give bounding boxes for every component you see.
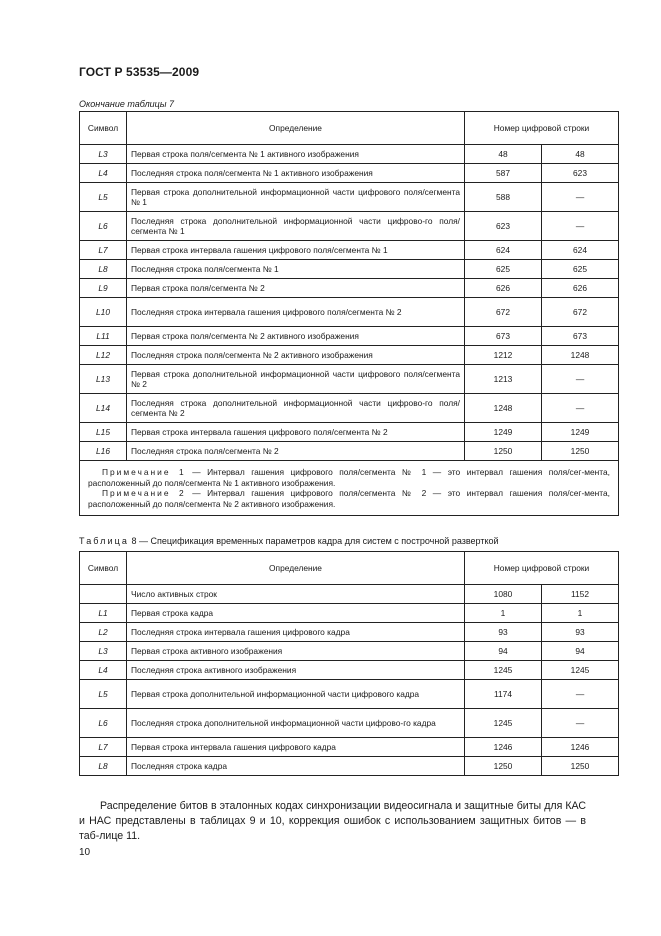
note-text: — Интервал гашения цифрового поля/сегмента № 1 — это интервал гашения поля/сег-мента, расположенный до поля/сегмента № 1 активного изображения.: [88, 467, 610, 488]
line-number-cell: 1: [542, 604, 619, 623]
column-header-definition: Определение: [127, 552, 465, 585]
table-row: [80, 623, 619, 642]
definition-cell: Первая строка интервала гашения цифрового кадра: [127, 738, 465, 757]
symbol-cell: L1: [80, 604, 127, 623]
line-number-cell: 1245: [465, 709, 542, 738]
symbol-cell: L5: [80, 183, 127, 212]
symbol-cell: L12: [80, 346, 127, 365]
symbol-cell: L4: [80, 661, 127, 680]
line-number-cell: 626: [465, 279, 542, 298]
symbol-cell: L10: [80, 298, 127, 327]
symbol-cell: L5: [80, 680, 127, 709]
symbol-cell: L9: [80, 279, 127, 298]
definition-cell: Первая строка поля/сегмента № 2 активного изображения: [127, 327, 465, 346]
table-row: [80, 183, 619, 212]
symbol-cell: L4: [80, 164, 127, 183]
definition-cell: Последняя строка кадра: [127, 757, 465, 776]
symbol-cell: L3: [80, 145, 127, 164]
line-number-cell: 1212: [465, 346, 542, 365]
table-header-row: [80, 552, 619, 585]
line-number-cell: —: [542, 183, 619, 212]
table-row: [80, 442, 619, 461]
table-row: [80, 585, 619, 604]
definition-cell: Последняя строка поля/сегмента № 1: [127, 260, 465, 279]
line-number-cell: 672: [542, 298, 619, 327]
line-number-cell: 1245: [465, 661, 542, 680]
symbol-cell: L8: [80, 260, 127, 279]
line-number-cell: 623: [542, 164, 619, 183]
line-number-cell: 587: [465, 164, 542, 183]
line-number-cell: 94: [465, 642, 542, 661]
line-number-cell: 1250: [542, 757, 619, 776]
line-number-cell: 624: [465, 241, 542, 260]
table-row: [80, 680, 619, 709]
symbol-cell: L13: [80, 365, 127, 394]
symbol-cell: L6: [80, 212, 127, 241]
line-number-cell: 94: [542, 642, 619, 661]
body-paragraph: Распределение битов в эталонных кодах синхронизации видеосигнала и защитные биты для КАС и НАС представлены в таблицах 9 и 10, коррекция ошибок с использованием защитных битов — в таб-лице 11.: [79, 800, 586, 842]
definition-cell: Первая строка интервала гашения цифрового поля/сегмента № 2: [127, 423, 465, 442]
line-number-cell: 48: [542, 145, 619, 164]
line-number-cell: 1213: [465, 365, 542, 394]
table-note: [88, 488, 610, 509]
definition-cell: Первая строка активного изображения: [127, 642, 465, 661]
line-number-cell: —: [542, 680, 619, 709]
line-number-cell: 626: [542, 279, 619, 298]
line-number-cell: 1152: [542, 585, 619, 604]
definition-cell: Число активных строк: [127, 585, 465, 604]
definition-cell: Первая строка поля/сегмента № 2: [127, 279, 465, 298]
definition-cell: Последняя строка активного изображения: [127, 661, 465, 680]
line-number-cell: 625: [542, 260, 619, 279]
table-row: [80, 738, 619, 757]
definition-cell: Последняя строка поля/сегмента № 2 активного изображения: [127, 346, 465, 365]
table-8: [79, 551, 619, 776]
symbol-cell: L6: [80, 709, 127, 738]
column-header-line-number: Номер цифровой строки: [465, 112, 619, 145]
table-row: [80, 604, 619, 623]
line-number-cell: 1249: [465, 423, 542, 442]
column-header-line-number: Номер цифровой строки: [465, 552, 619, 585]
table-row: [80, 757, 619, 776]
table-row: [80, 642, 619, 661]
line-number-cell: 1174: [465, 680, 542, 709]
table-7: [79, 111, 619, 516]
line-number-cell: 1246: [465, 738, 542, 757]
definition-cell: Первая строка дополнительной информационной части цифрового кадра: [127, 680, 465, 709]
symbol-cell: L2: [80, 623, 127, 642]
table8-caption-text: 8 — Спецификация временных параметров кадра для систем с построчной разверткой: [129, 536, 499, 546]
line-number-cell: 623: [465, 212, 542, 241]
table-row: [80, 327, 619, 346]
table7-caption: Окончание таблицы 7: [79, 99, 174, 109]
symbol-cell: L14: [80, 394, 127, 423]
definition-cell: Последняя строка поля/сегмента № 1 активного изображения: [127, 164, 465, 183]
table8-caption: [79, 536, 499, 546]
line-number-cell: 1: [465, 604, 542, 623]
line-number-cell: 624: [542, 241, 619, 260]
table-note: [88, 467, 610, 488]
line-number-cell: 1249: [542, 423, 619, 442]
table-row: [80, 145, 619, 164]
line-number-cell: 1250: [465, 442, 542, 461]
line-number-cell: 1248: [465, 394, 542, 423]
line-number-cell: 48: [465, 145, 542, 164]
symbol-cell: L11: [80, 327, 127, 346]
line-number-cell: 1250: [465, 757, 542, 776]
symbol-cell: [80, 585, 127, 604]
column-header-symbol: Символ: [80, 112, 127, 145]
line-number-cell: 673: [542, 327, 619, 346]
definition-cell: Первая строка дополнительной информационной части цифрового поля/сегмента № 1: [127, 183, 465, 212]
symbol-cell: L7: [80, 738, 127, 757]
table-row: [80, 260, 619, 279]
definition-cell: Первая строка кадра: [127, 604, 465, 623]
table-row: [80, 423, 619, 442]
column-header-symbol: Символ: [80, 552, 127, 585]
symbol-cell: L16: [80, 442, 127, 461]
note-label: Примечание 1: [102, 467, 186, 477]
note-label: Примечание 2: [102, 488, 186, 498]
table-row: [80, 394, 619, 423]
symbol-cell: L3: [80, 642, 127, 661]
document-header: ГОСТ Р 53535—2009: [79, 65, 200, 79]
line-number-cell: 1246: [542, 738, 619, 757]
table-row: [80, 661, 619, 680]
line-number-cell: —: [542, 394, 619, 423]
note-text: — Интервал гашения цифрового поля/сегмента № 2 — это интервал гашения поля/сег-мента, расположенный до поля/сегмента № 2 активного изображения.: [88, 488, 610, 509]
line-number-cell: 625: [465, 260, 542, 279]
line-number-cell: 672: [465, 298, 542, 327]
definition-cell: Последняя строка дополнительной информационной части цифрово-го поля/сегмента № 2: [127, 394, 465, 423]
definition-cell: Первая строка интервала гашения цифрового поля/сегмента № 1: [127, 241, 465, 260]
line-number-cell: 588: [465, 183, 542, 212]
table-notes-row: [80, 461, 619, 516]
table8-caption-label: Таблица: [79, 536, 129, 546]
line-number-cell: —: [542, 709, 619, 738]
line-number-cell: 1250: [542, 442, 619, 461]
table-row: [80, 212, 619, 241]
column-header-definition: Определение: [127, 112, 465, 145]
line-number-cell: 93: [465, 623, 542, 642]
table-notes-cell: [80, 461, 619, 516]
line-number-cell: 1245: [542, 661, 619, 680]
definition-cell: Первая строка поля/сегмента № 1 активного изображения: [127, 145, 465, 164]
table-row: [80, 241, 619, 260]
definition-cell: Первая строка дополнительной информационной части цифрового поля/сегмента № 2: [127, 365, 465, 394]
table-row: [80, 365, 619, 394]
definition-cell: Последняя строка поля/сегмента № 2: [127, 442, 465, 461]
table-row: [80, 298, 619, 327]
line-number-cell: 93: [542, 623, 619, 642]
line-number-cell: 1248: [542, 346, 619, 365]
definition-cell: Последняя строка дополнительной информационной части цифрово-го поля/сегмента № 1: [127, 212, 465, 241]
definition-cell: Последняя строка дополнительной информационной части цифрово-го кадра: [127, 709, 465, 738]
symbol-cell: L7: [80, 241, 127, 260]
definition-cell: Последняя строка интервала гашения цифрового кадра: [127, 623, 465, 642]
line-number-cell: —: [542, 212, 619, 241]
line-number-cell: —: [542, 365, 619, 394]
line-number-cell: 673: [465, 327, 542, 346]
table-row: [80, 279, 619, 298]
line-number-cell: 1080: [465, 585, 542, 604]
table-header-row: [80, 112, 619, 145]
definition-cell: Последняя строка интервала гашения цифрового поля/сегмента № 2: [127, 298, 465, 327]
table-row: [80, 164, 619, 183]
table-row: [80, 346, 619, 365]
table-row: [80, 709, 619, 738]
page-number: 10: [79, 847, 91, 858]
symbol-cell: L8: [80, 757, 127, 776]
symbol-cell: L15: [80, 423, 127, 442]
